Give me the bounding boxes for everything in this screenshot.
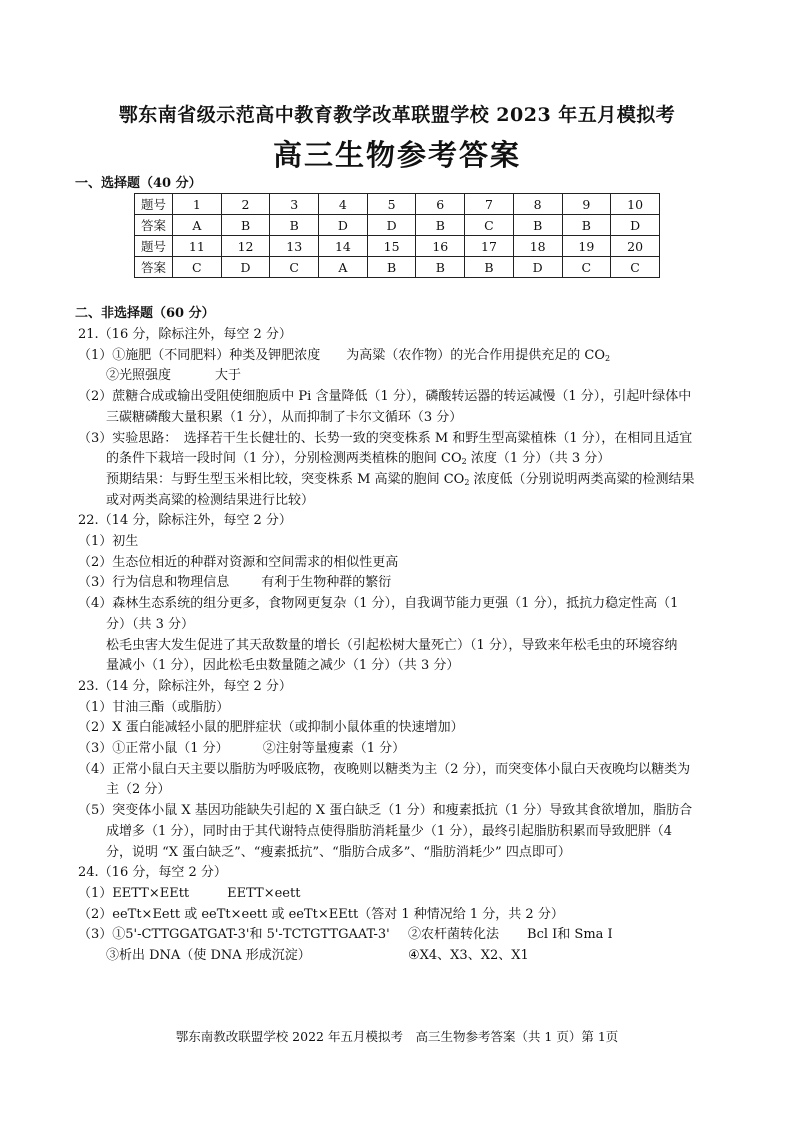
answer-table-row [135, 257, 660, 278]
answer-table-cell: C [611, 257, 660, 278]
q21-1-part-b: 为高粱（农作物）的光合作用提供充足的 CO [346, 347, 606, 363]
answers-body [78, 325, 726, 967]
answer-table-cell: 6 [416, 194, 465, 215]
answer-table-cell: B [416, 257, 465, 278]
q22-heading: 22.（14 分，除标注外，每空 2 分） [78, 513, 292, 529]
q21-answer-2-line2: 三碳糖磷酸大量积累（1 分），从而抑制了卡尔文循环（3 分） [106, 409, 463, 425]
answer-table-cell: A [319, 257, 368, 278]
answer-table-cell: 5 [367, 194, 416, 215]
q23-answer-5-line3: 分，说明 “X 蛋白缺乏”、“瘦素抵抗”、“脂肪合成多”、“脂肪消耗少” 四点即可） [106, 844, 571, 860]
answer-table-row [135, 194, 660, 215]
q21-1-part-c: ②光照强度 [106, 368, 172, 384]
q23-answer-1: （1）甘油三酯（或脂肪） [78, 699, 230, 715]
q21-answer-3-line1: （3）实验思路： 选择若干生长健壮的、长势一致的突变株系 M 和野生型高粱植株（1 分），在相同且适宜 [78, 430, 693, 446]
q24-answer-3-cont [78, 946, 726, 967]
answer-table-cell: C [465, 215, 514, 236]
q21-3-l2-sub: 2 [461, 457, 467, 467]
answer-table-cell: D [367, 215, 416, 236]
section-heading-choice: 一、选择题（40 分） [75, 176, 202, 191]
q24-1-part-b: EETT×eett [227, 885, 301, 901]
q24-answer-1 [78, 884, 726, 905]
answer-table-cell: 16 [416, 236, 465, 257]
page-header [0, 100, 794, 174]
answer-table-cell: 4 [319, 194, 368, 215]
q21-answer-2-line1: （2）蔗糖合成或输出受阻使细胞质中 Pi 含量降低（1 分），磷酸转运器的转运减慢（1 分），引起叶绿体中 [78, 389, 692, 405]
q21-3-l3-sub: 2 [464, 477, 470, 487]
answer-table-cell: B [270, 215, 319, 236]
answer-table-cell: B [416, 215, 465, 236]
q21-1-part-a: （1）①施肥（不同肥料）种类及钾肥浓度 [78, 347, 321, 363]
section-heading-nonchoice: 二、非选择题（60 分） [75, 306, 215, 321]
answer-table-cell: 2 [221, 194, 270, 215]
q23-3-part-b: ②注射等量瘦素（1 分） [262, 741, 406, 757]
q22-answer-4-line4: 量减小（1 分），因此松毛虫数量随之减少（1 分）（共 3 分） [106, 658, 460, 674]
q24-answer-3 [78, 925, 726, 946]
q24-3-part-a: （3）①5'-CTTGGATGAT-3'和 5'-TCTGTTGAAT-3' [78, 927, 390, 943]
answer-table-cell: 1 [173, 194, 222, 215]
answer-table-cell: B [513, 215, 562, 236]
q24-3-part-b: ②农杆菌转化法 [408, 927, 500, 943]
answer-table-cell: 15 [367, 236, 416, 257]
answer-table-cell: 10 [611, 194, 660, 215]
q21-1-subscript: 2 [605, 353, 611, 363]
q22-3-part-b: 有利于生物种群的繁衍 [261, 575, 392, 591]
answer-table-cell: D [319, 215, 368, 236]
answer-table-cell: 9 [562, 194, 611, 215]
q23-answer-5-line2: 成增多（1 分），同时由于其代谢特点使得脂肪消耗量少（1 分），最终引起脂肪积累而导致肥胖（4 [106, 823, 673, 839]
q21-answer-3-line3 [78, 470, 726, 491]
q24-3-part-d: ③析出 DNA（使 DNA 形成沉淀） [106, 948, 311, 964]
q22-answer-2: （2）生态位相近的种群对资源和空间需求的相似性更高 [78, 554, 399, 570]
q24-1-part-a: （1）EETT×EEtt [78, 885, 190, 901]
answer-table-cell: D [611, 215, 660, 236]
q21-3-l3-text: 预期结果：与野生型玉米相比较，突变株系 M 高粱的胞间 CO [106, 471, 465, 487]
q24-heading: 24.（16 分，每空 2 分） [78, 865, 227, 881]
q22-answer-4-line2: 分）（共 3 分） [106, 616, 195, 632]
q23-answer-4-line1: （4）正常小鼠白天主要以脂肪为呼吸底物，夜晚则以糖类为主（2 分），而突变体小鼠白天夜晚均以糖类为 [78, 761, 691, 777]
answer-table-row-label: 题号 [135, 236, 173, 257]
answer-table-cell: B [367, 257, 416, 278]
q23-3-part-a: （3）①正常小鼠（1 分） [78, 741, 229, 757]
answer-table-row [135, 236, 660, 257]
q22-answer-4-line1: （4）森林生态系统的组分更多，食物网更复杂（1 分），自我调节能力更强（1 分），抵抗力稳定性高（1 [78, 596, 679, 612]
answer-table-cell: A [173, 215, 222, 236]
q21-answer-3-line2 [78, 449, 726, 470]
answer-table-cell: 7 [465, 194, 514, 215]
answer-table-cell: 20 [611, 236, 660, 257]
answer-table [134, 193, 660, 278]
q23-answer-5-line1: （5）突变体小鼠 X 基因功能缺失引起的 X 蛋白缺乏（1 分）和瘦素抵抗（1 分）导致其食欲增加，脂肪合 [78, 803, 693, 819]
q23-answer-4-line2: 主（2 分） [106, 782, 171, 798]
q21-answer-1 [78, 346, 726, 367]
answer-table-cell: C [562, 257, 611, 278]
answer-table-cell: C [270, 257, 319, 278]
q21-3-l2-text-b: 浓度（1 分）（共 3 分） [466, 451, 611, 467]
answer-table-row-label: 答案 [135, 257, 173, 278]
q24-answer-2: （2）eeTt×Eett 或 eeTt×eett 或 eeTt×EEtt（答对 1 种情况给 1 分，共 2 分） [78, 906, 564, 922]
q21-1-part-d: 大于 [215, 368, 242, 384]
q21-answer-1-cont [78, 366, 726, 387]
answer-table-cell: 11 [173, 236, 222, 257]
answer-table-cell: 8 [513, 194, 562, 215]
answer-table-cell: B [221, 215, 270, 236]
answer-table-cell: 19 [562, 236, 611, 257]
q22-3-part-a: （3）行为信息和物理信息 [78, 575, 230, 591]
answer-table-cell: D [221, 257, 270, 278]
answer-table-cell: 14 [319, 236, 368, 257]
answer-table-cell: 12 [221, 236, 270, 257]
answer-table-row-label: 答案 [135, 215, 173, 236]
page-footer: 鄂东南教改联盟学校 2022 年五月模拟考 高三生物参考答案（共 1 页）第 1页 [175, 1029, 619, 1044]
answer-table-cell: 3 [270, 194, 319, 215]
answer-table-cell: 18 [513, 236, 562, 257]
q23-heading: 23.（14 分，除标注外，每空 2 分） [78, 678, 292, 694]
q22-answer-3 [78, 573, 726, 594]
q21-3-l3-text-b: 浓度低（分别说明两类高粱的检测结果 [469, 471, 695, 487]
q22-answer-1: （1）初生 [78, 534, 139, 550]
q24-3-part-c: Bcl I和 Sma I [527, 927, 613, 943]
q21-3-l2-text: 的条件下栽培一段时间（1 分），分别检测两类植株的胞间 CO [106, 451, 462, 467]
answer-table-cell: 13 [270, 236, 319, 257]
answer-table-cell: D [513, 257, 562, 278]
q22-answer-4-line3: 松毛虫害大发生促进了其天敌数量的增长（引起松树大量死亡）（1 分），导致来年松毛虫的环境容纳 [106, 637, 678, 653]
document-title: 高三生物参考答案 [272, 138, 521, 172]
q23-answer-2: （2）X 蛋白能减轻小鼠的肥胖症状（或抑制小鼠体重的快速增加） [78, 720, 464, 736]
answer-table-cell: B [465, 257, 514, 278]
answer-table-cell: 17 [465, 236, 514, 257]
answer-table-row [135, 215, 660, 236]
q21-answer-3-line4: 或对两类高粱的检测结果进行比较） [106, 492, 315, 508]
q23-answer-3 [78, 739, 726, 760]
answer-table-cell: B [562, 215, 611, 236]
q21-heading: 21.（16 分，除标注外，每空 2 分） [78, 327, 292, 342]
answer-table-row-label: 题号 [135, 194, 173, 215]
answer-table-cell: C [173, 257, 222, 278]
exam-title: 鄂东南省级示范高中教育教学改革联盟学校 2023 年五月模拟考 [118, 104, 676, 126]
q24-3-part-e: ④X4、X3、X2、X1 [408, 948, 529, 964]
